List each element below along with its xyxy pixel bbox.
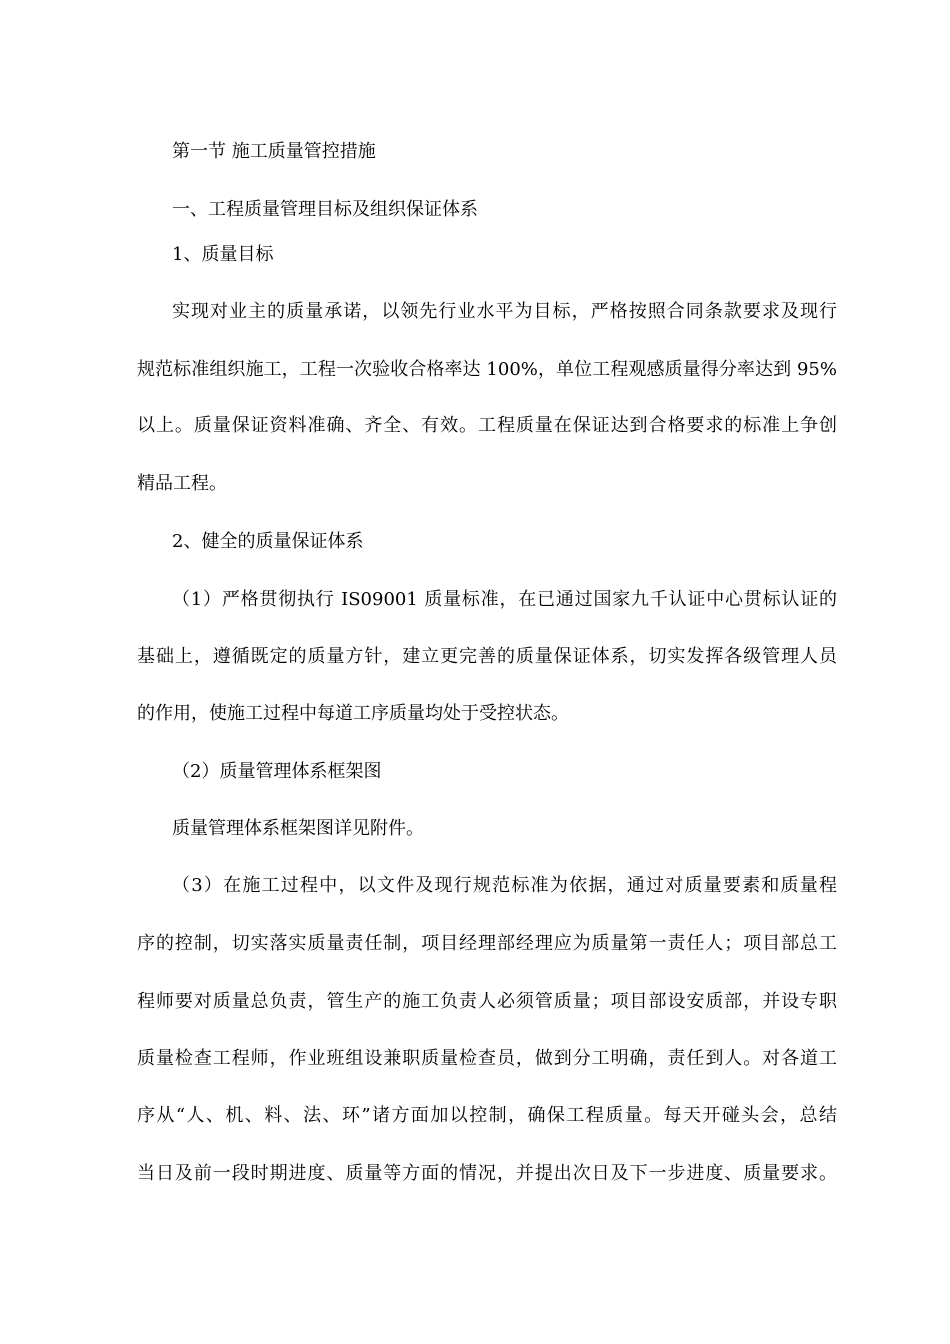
subheading-quality-system: 2、健全的质量保证体系: [172, 531, 364, 552]
paragraph-line: 实现对业主的质量承诺，以领先行业水平为目标，严格按照合同条款要求及现行: [172, 301, 837, 322]
subheading-quality-goal: 1、质量目标: [172, 244, 274, 265]
paragraph-line: 以上。质量保证资料准确、齐全、有效。工程质量在保证达到合格要求的标准上争创: [137, 415, 837, 436]
heading-quality-goals-system: 一、工程质量管理目标及组织保证体系: [172, 199, 478, 220]
paragraph-line: 程师要对质量总负责，管生产的施工负责人必须管质量；项目部设安质部，并设专职: [137, 991, 837, 1012]
paragraph-line: 的作用，使施工过程中每道工序质量均处于受控状态。: [137, 703, 569, 724]
paragraph-line: 序的控制，切实落实质量责任制，项目经理部经理应为质量第一责任人；项目部总工: [137, 933, 837, 954]
paragraph-line: （1）严格贯彻执行 IS09001 质量标准，在已通过国家九千认证中心贯标认证的: [172, 589, 837, 610]
paragraph-line: 基础上，遵循既定的质量方针，建立更完善的质量保证体系，切实发挥各级管理人员: [137, 646, 837, 667]
item-framework-chart: （2）质量管理体系框架图: [172, 761, 382, 782]
paragraph-line: 精品工程。: [137, 473, 227, 494]
paragraph-line: 规范标准组织施工，工程一次验收合格率达 100%，单位工程观感质量得分率达到 95%: [137, 359, 837, 380]
paragraph-line: （3）在施工过程中，以文件及现行规范标准为依据，通过对质量要素和质量程: [172, 875, 837, 896]
paragraph-line: 当日及前一段时期进度、质量等方面的情况，并提出次日及下一步进度、质量要求。: [137, 1163, 837, 1184]
paragraph-line: 质量检查工程师，作业班组设兼职质量检查员，做到分工明确，责任到人。对各道工: [137, 1048, 837, 1069]
section-title: 第一节 施工质量管控措施: [172, 141, 376, 162]
paragraph-line: 序从“人、机、料、法、环”诸方面加以控制，确保工程质量。每天开碰头会，总结: [137, 1105, 837, 1126]
paragraph-line: 质量管理体系框架图详见附件。: [172, 818, 424, 839]
